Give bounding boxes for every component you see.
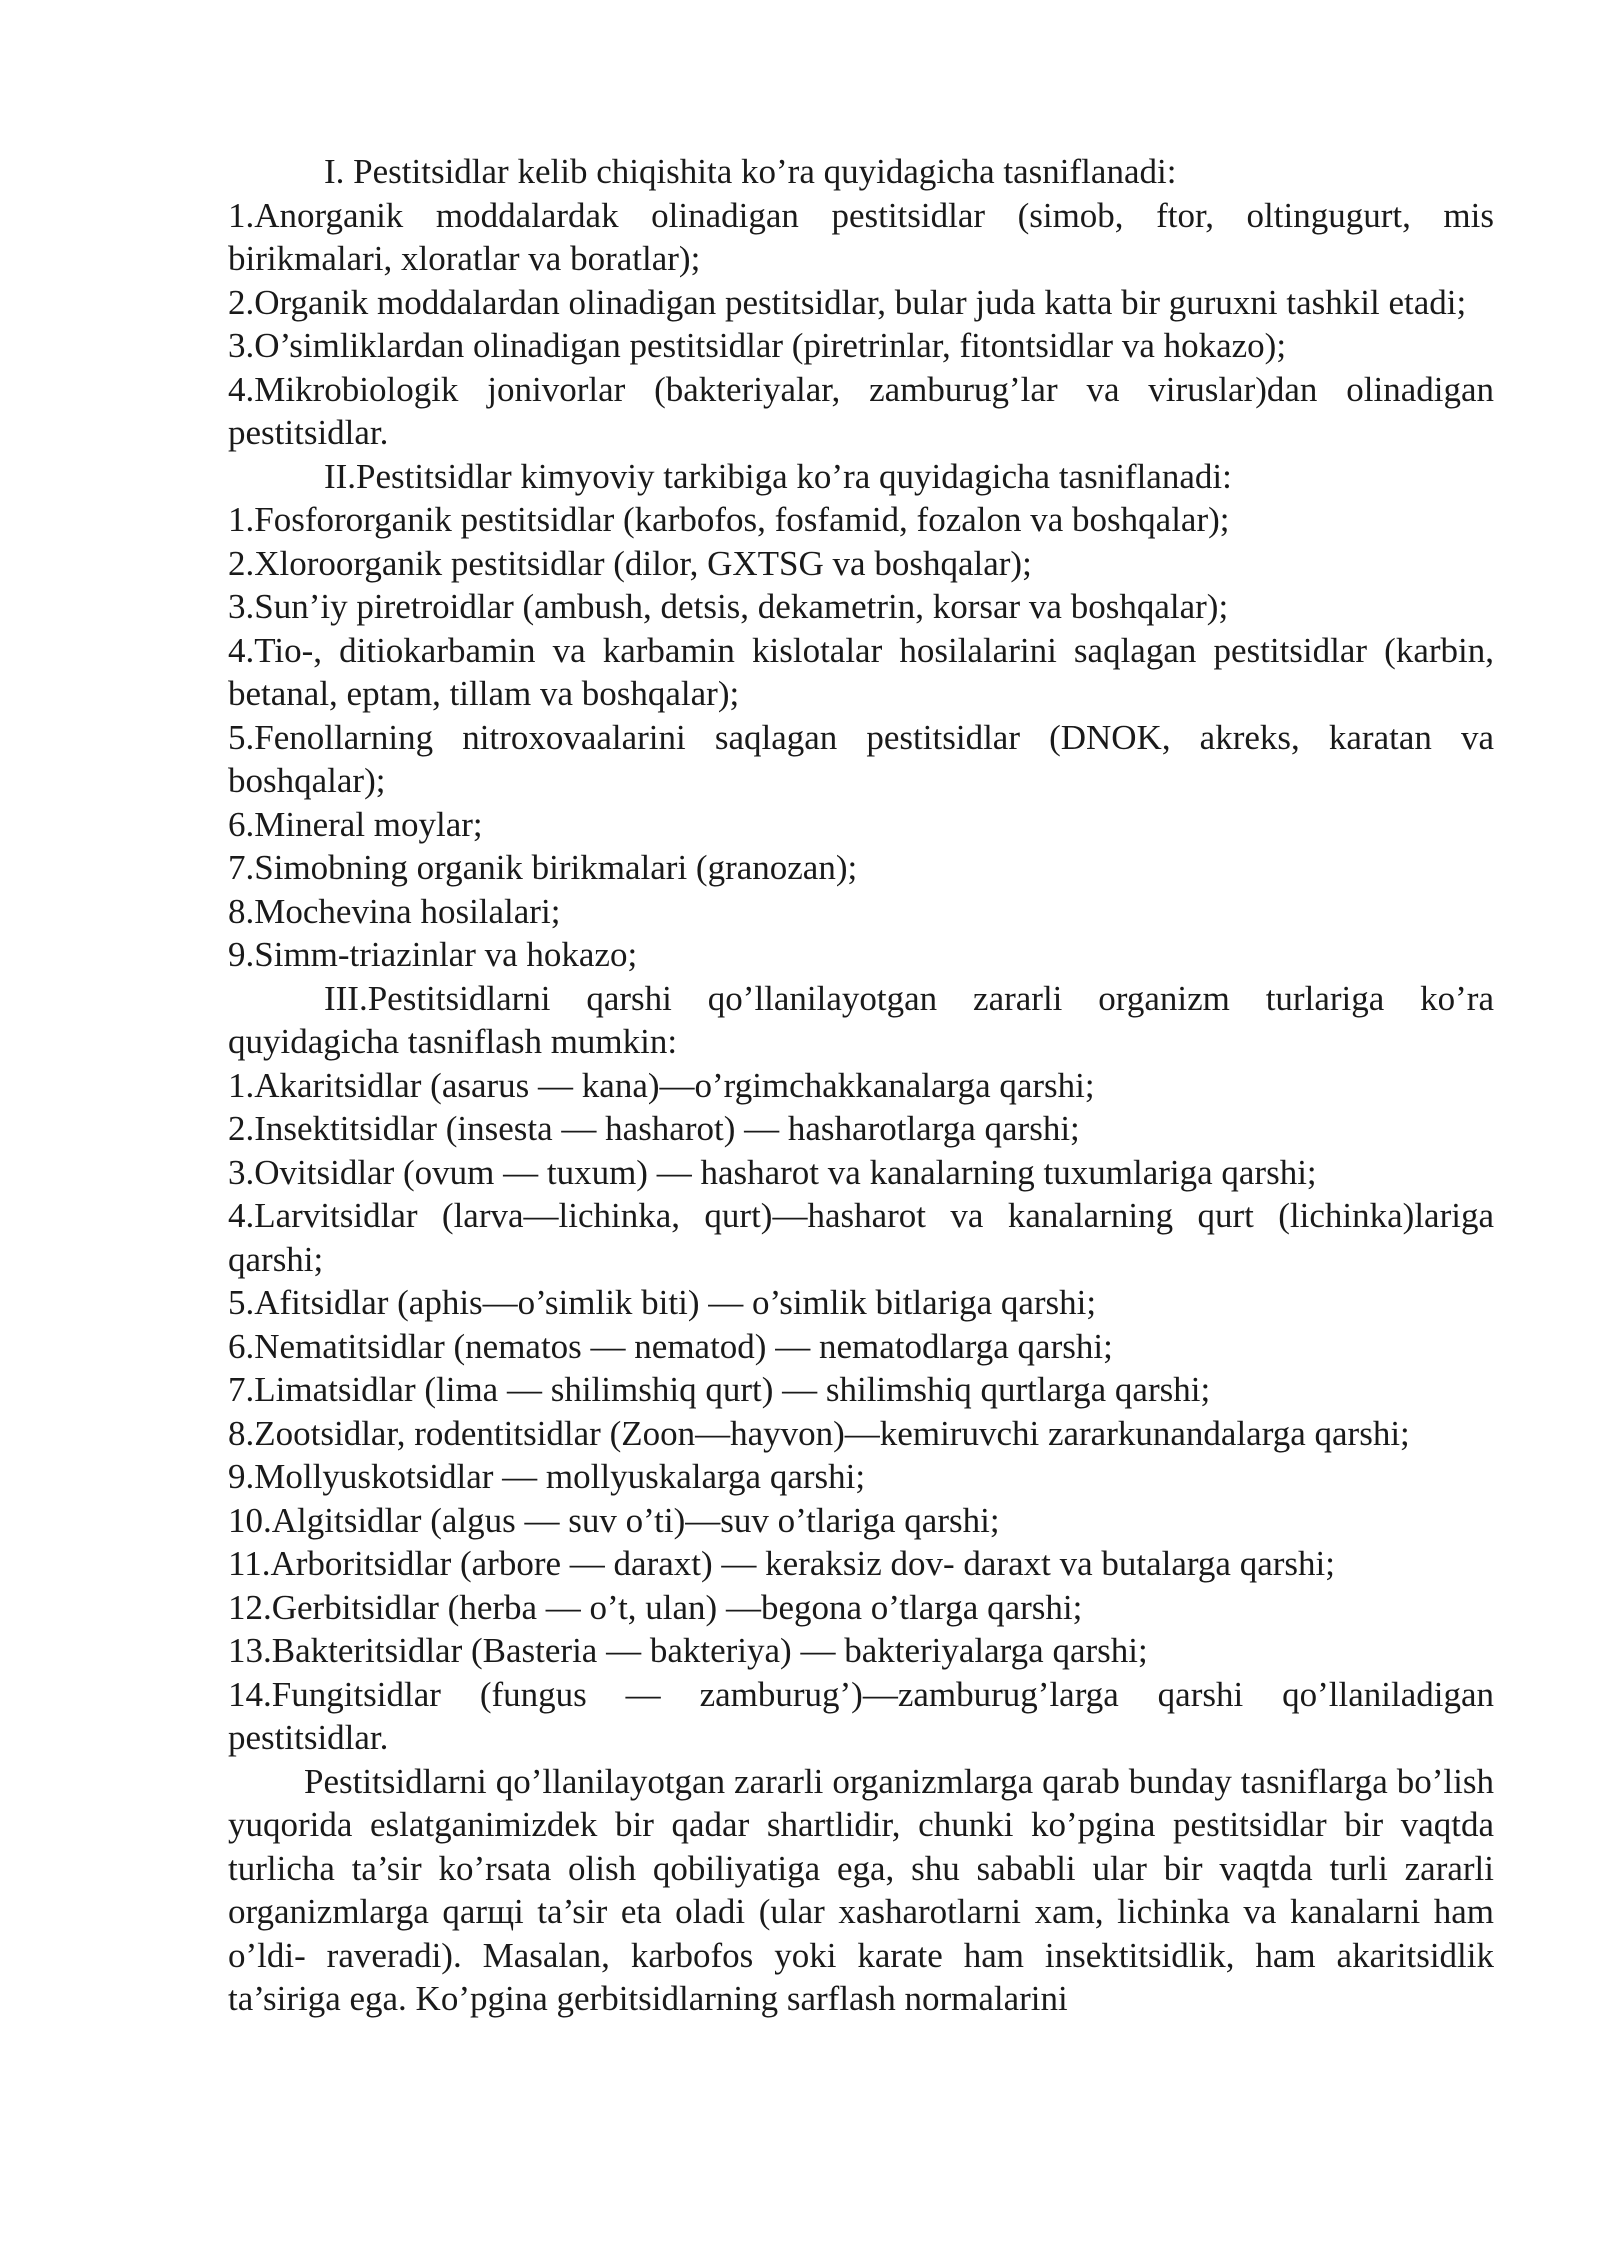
- list-item: 4.Tio-, ditiokarbamin va karbamin kislotalar hosilalarini saqlagan pestitsidlar (karbin, betanal, eptam, tillam va boshqalar);: [228, 630, 1494, 713]
- list-item: 14.Fungitsidlar (fungus — zamburug’)—zamburug’larga qarshi qo’llaniladigan pestitsidlar.: [228, 1674, 1494, 1757]
- list-item: 8.Mochevina hosilalari;: [228, 891, 561, 931]
- list-item: 6.Nematitsidlar (nematos — nematod) — nematodlarga qarshi;: [228, 1326, 1113, 1366]
- list-item: 1.Fosfororganik pestitsidlar (karbofos, fosfamid, fozalon va boshqalar);: [228, 500, 1230, 539]
- list-item: 11.Arboritsidlar (arbore — daraxt) — keraksiz dov- daraxt va butalarga qarshi;: [228, 1544, 1335, 1583]
- list-item: 2.Insektitsidlar (insesta — hasharot) — hasharotlarga qarshi;: [228, 1109, 1080, 1148]
- list-item: 3.Ovitsidlar (ovum — tuxum) — hasharot va kanalarning tuxumlariga qarshi;: [228, 1152, 1317, 1192]
- list-item: 1.Akaritsidlar (asarus — kana)—o’rgimchakkanalarga qarshi;: [228, 1065, 1095, 1105]
- list-item: 2.Xloroorganik pestitsidlar (dilor, GXTSG va boshqalar);: [228, 543, 1032, 583]
- list-item: 7.Limatsidlar (lima — shilimshiq qurt) — shilimshiq qurtlarga qarshi;: [228, 1370, 1211, 1409]
- list-item: 5.Afitsidlar (aphis—o’simlik biti) — o’simlik bitlariga qarshi;: [228, 1283, 1097, 1322]
- body-paragraph: Pestitsidlarni qo’llanilayotgan zararli organizmlarga qarab bunday tasniflarga bo’lish yuqorida eslatganimizdek bir qadar shartlidir, chunki ko’pgina pestitsidlar bir vaqtda turlicha ta’sir ko’rsata olish qobiliyatiga ega, shu sababli ular bir vaqtda turli zararli organizmlarga qarщi ta’sir eta oladi (ular xasharotlarni xam, lichinka va kanalarni ham o’ldi- raveradi). Masalan, karbofos yoki karate ham insektitsidlik, ham akaritsidlik ta’siriga ega. Ko’pgina gerbitsidlarning sarflash normalarini: [228, 1761, 1494, 2018]
- list-item: 8.Zootsidlar, rodentitsidlar (Zoon—hayvon)—kemiruvchi zararkunandalarga qarshi;: [228, 1413, 1410, 1453]
- list-item: 12.Gerbitsidlar (herba — o’t, ulan) —begona o’tlarga qarshi;: [228, 1587, 1083, 1627]
- list-item: 7.Simobning organik birikmalari (granozan);: [228, 848, 858, 887]
- list-item: 2.Organik moddalardan olinadigan pestitsidlar, bular juda katta bir guruxni tashkil etadi;: [228, 282, 1467, 322]
- list-item: 9.Mollyuskotsidlar — mollyuskalarga qarshi;: [228, 1457, 866, 1496]
- list-item: 5.Fenollarning nitroxovaalarini saqlagan pestitsidlar (DNOK, akreks, karatan va boshqalar);: [228, 717, 1494, 800]
- list-item: 10.Algitsidlar (algus — suv o’ti)—suv o’tlariga qarshi;: [228, 1500, 1000, 1540]
- list-item: 4.Larvitsidlar (larva—lichinka, qurt)—hasharot va kanalarning qurt (lichinka)lariga qarshi;: [228, 1196, 1494, 1279]
- list-item: 3.Sun’iy piretroidlar (ambush, detsis, dekametrin, korsar va boshqalar);: [228, 587, 1229, 626]
- list-item: 13.Bakteritsidlar (Basteria — bakteriya) — bakteriyalarga qarshi;: [228, 1631, 1148, 1670]
- list-item: 3.O’simliklardan olinadigan pestitsidlar (piretrinlar, fitontsidlar va hokazo);: [228, 326, 1287, 365]
- list-item: 6.Mineral moylar;: [228, 804, 483, 844]
- section-heading: III.Pestitsidlarni qarshi qo’llanilayotgan zararli organizm turlariga ko’ra quyidagicha tasniflash mumkin:: [228, 978, 1494, 1061]
- list-item: 9.Simm-triazinlar va hokazo;: [228, 935, 638, 974]
- section-heading: I. Pestitsidlar kelib chiqishita ko’ra quyidagicha tasniflanadi:: [324, 152, 1177, 191]
- document-page: [228, 150, 1494, 2021]
- section-heading: II.Pestitsidlar kimyoviy tarkibiga ko’ra quyidagicha tasniflanadi:: [324, 456, 1232, 496]
- list-item: 4.Mikrobiologik jonivorlar (bakteriyalar, zamburug’lar va viruslar)dan olinadigan pestitsidlar.: [228, 369, 1494, 452]
- list-item: 1.Anorganik moddalardak olinadigan pestitsidlar (simob, ftor, oltingugurt, mis birikmalari, xloratlar va boratlar);: [228, 195, 1494, 278]
